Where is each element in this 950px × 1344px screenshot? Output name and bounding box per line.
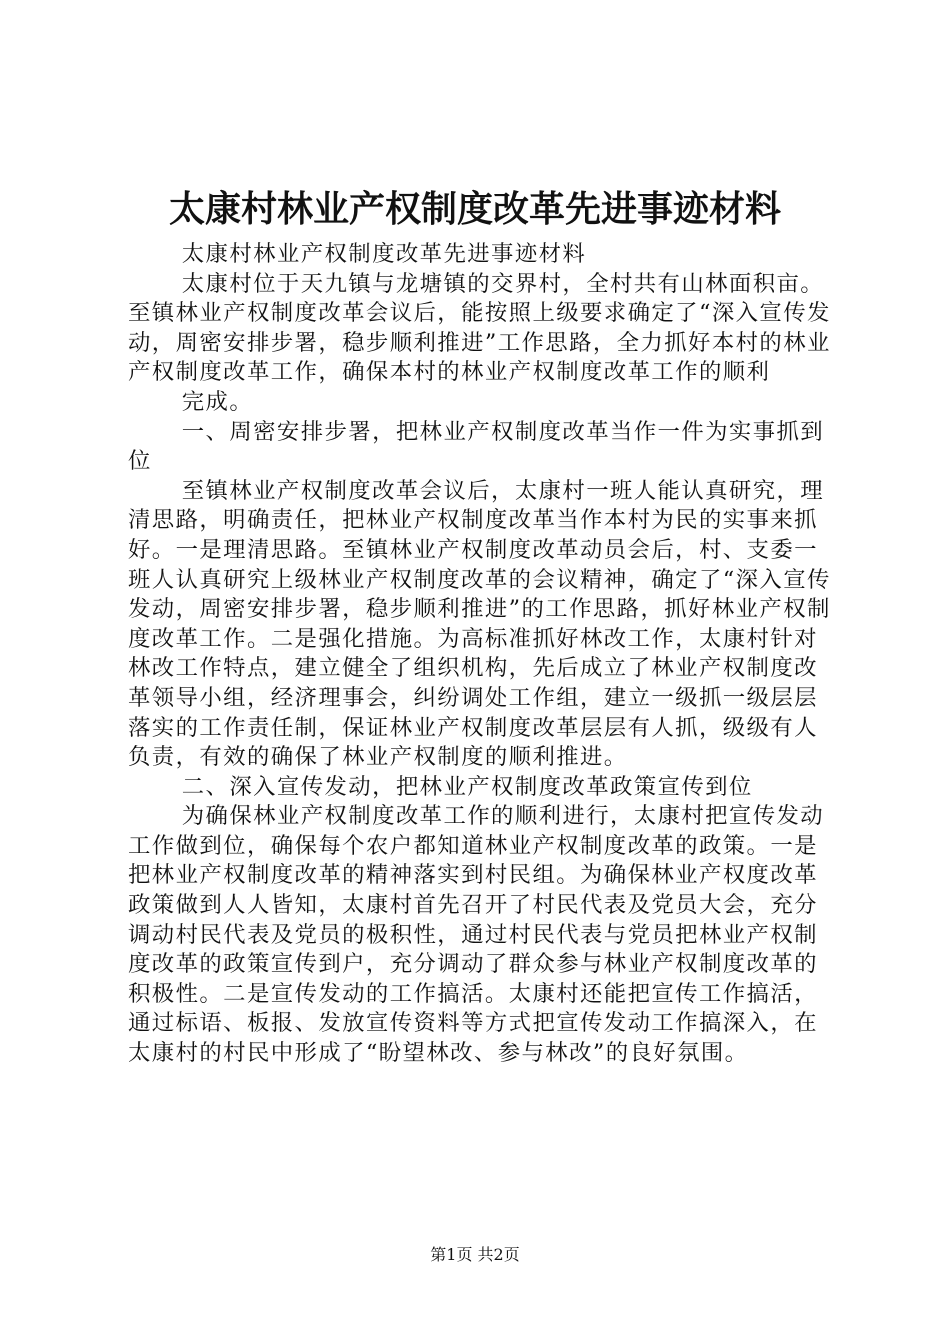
page-footer: 第1页 共2页 — [430, 1245, 520, 1264]
section-heading-2: 二、深入宣传发动，把林业产权制度改革政策宣传到位 — [181, 773, 753, 800]
body-paragraph-intro: 太康村位于天九镇与龙塘镇的交界村，全村共有山林面积亩。至镇林业产权制度改革会议后，能按照上级要求确定了“深入宣传发动，周密安排步署，稳步顺利推进”工作思路，全力抓好本村的林业产权制度改革工作，确保本村的林业产权制度改革工作的顺利 — [128, 270, 831, 386]
section-heading-1: 一、周密安排步署，把林业产权制度改革当作一件为实事抓到位 — [128, 418, 825, 475]
body-paragraph-subtitle: 太康村林业产权制度改革先进事迹材料 — [181, 241, 587, 267]
document-body — [128, 240, 836, 1069]
body-paragraph-section-2: 为确保林业产权制度改革工作的顺利进行，太康村把宣传发动工作做到位，确保每个农户都知道林业产权制度改革的政策。一是把林业产权制度改革的精神落实到村民组。为确保林业产权度改革政策做到人人皆知，太康村首先召开了村民代表及党员大会，充分调动村民代表及党员的极积性，通过村民代表与党员把林业产权制度改革的政策宣传到户，充分调动了群众参与林业产权制度改革的积极性。二是宣传发动的工作搞活。太康村还能把宣传工作搞活，通过标语、板报、发放宣传资料等方式把宣传发动工作搞深入，在太康村的村民中形成了“盼望林改、参与林改”的良好氛围。 — [128, 803, 825, 1067]
body-paragraph-completion: 完成。 — [181, 388, 254, 415]
document-title: 太康村林业产权制度改革先进事迹材料 — [168, 189, 781, 230]
body-paragraph-section-1: 至镇林业产权制度改革会议后，太康村一班人能认真研究，理清思路，明确责任，把林业产权制度改革当作本村为民的实事来抓好。一是理清思路。至镇林业产权制度改革动员会后，村、支委一班人认真研究上级林业产权制度改革的会议精神，确定了“深入宣传发动，周密安排步署，稳步顺利推进”的工作思路，抓好林业产权制度改革工作。二是强化措施。为高标准抓好林改工作，太康村针对林改工作特点，建立健全了组织机构，先后成立了林业产权制度改革领导小组，经济理事会，纠纷调处工作组，建立一级抓一级层层落实的工作责任制，保证林业产权制度改革层层有人抓，级级有人负责，有效的确保了林业产权制度的顺利推进。 — [128, 477, 831, 771]
